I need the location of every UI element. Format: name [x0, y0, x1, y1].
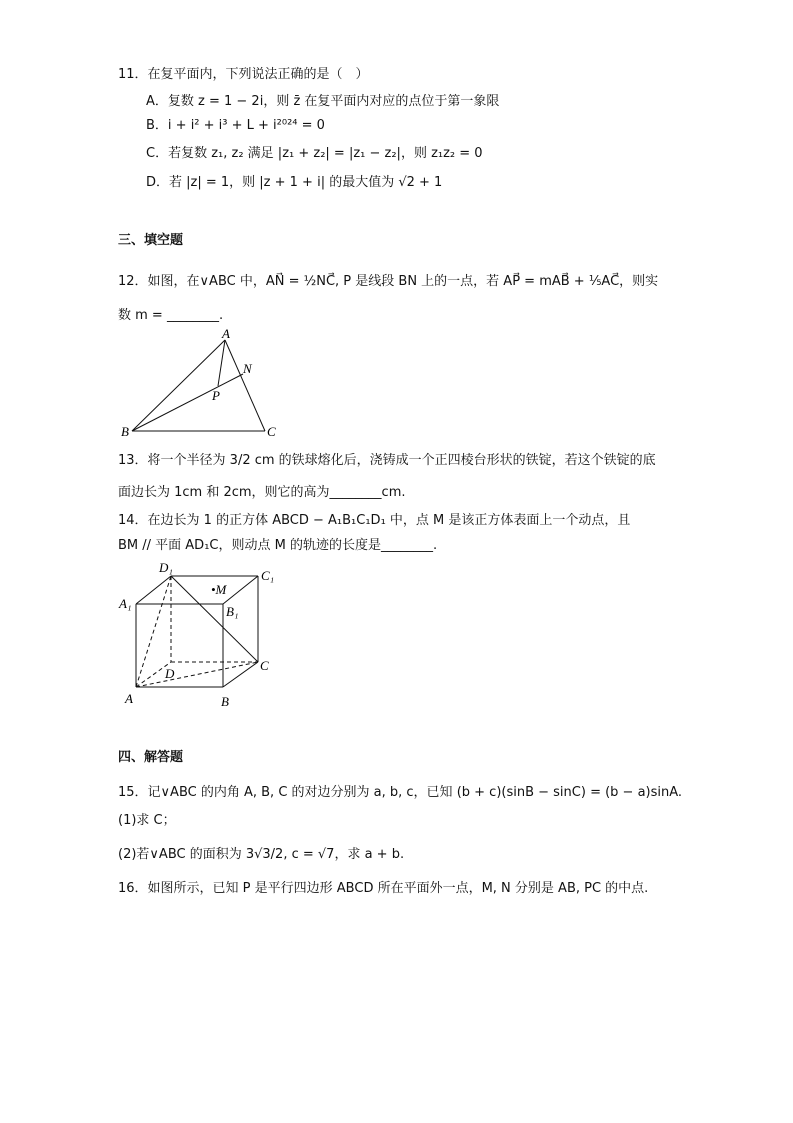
segment-ap [218, 340, 225, 386]
label-c: C [267, 424, 276, 439]
label-m: •M [211, 582, 227, 597]
label-p: P [212, 388, 220, 403]
triangle-figure [115, 328, 295, 440]
segment-bn [132, 374, 243, 431]
q13-line1: 13．将一个半径为 3/2 cm 的铁球熔化后，浇铸成一个正四棱台形状的铁锭，若这个铁锭的底 [118, 453, 656, 468]
label-n: N [243, 361, 252, 376]
label-b-cube: B [221, 694, 229, 709]
q14-line2: BM // 平面 AD₁C，则动点 M 的轨迹的长度是________. [118, 538, 438, 553]
section-fill-in-heading: 三、填空题 [118, 233, 184, 248]
q15-stem: 15．记∨ABC 的内角 A, B, C 的对边分别为 a, b, c，已知 (b + c)(sinB − sinC) = (b − a)sinA. [118, 785, 683, 800]
label-b1: B₁ [226, 604, 239, 619]
side-ab [132, 340, 225, 431]
q14-line1: 14．在边长为 1 的正方体 ABCD − A₁B₁C₁D₁ 中，点 M 是该正方体表面上一个动点，且 [118, 513, 631, 528]
q13-line2: 面边长为 1cm 和 2cm，则它的高为________cm. [118, 485, 406, 500]
cube-figure [115, 558, 285, 713]
q12-line2: 数 m = ________. [118, 308, 224, 323]
label-a-cube: A [125, 691, 133, 706]
q11-option-a: A．复数 z = 1 − 2i，则 z̄ 在复平面内对应的点位于第一象限 [146, 94, 500, 109]
label-a1: A₁ [119, 596, 132, 611]
label-c1: C₁ [261, 568, 275, 583]
section-answers-heading: 四、解答题 [118, 750, 184, 765]
q11-option-b: B．i + i² + i³ + L + i²⁰²⁴ = 0 [146, 118, 325, 133]
q11-option-d: D．若 |z| = 1，则 |z + 1 + i| 的最大值为 √2 + 1 [146, 175, 443, 190]
label-d1: D₁ [159, 560, 173, 575]
label-d: D [165, 666, 175, 681]
label-c-cube: C [260, 658, 269, 673]
side-ac [225, 340, 265, 431]
q16-stem: 16．如图所示，已知 P 是平行四边形 ABCD 所在平面外一点，M, N 分别是 AB, PC 的中点. [118, 881, 649, 896]
label-b: B [121, 424, 129, 439]
q15-part2: (2)若∨ABC 的面积为 3√3/2, c = √7，求 a + b. [118, 847, 405, 862]
q11-option-c: C．若复数 z₁, z₂ 满足 |z₁ + z₂| = |z₁ − z₂|，则 z₁z₂ = 0 [146, 146, 483, 161]
label-a: A [222, 328, 230, 341]
q11-stem: 11．在复平面内，下列说法正确的是（ ） [118, 67, 369, 82]
q12-line1: 12．如图，在∨ABC 中，AN⃗ = ½NC⃗, P 是线段 BN 上的一点，若 AP⃗ = mAB⃗ + ⅕AC⃗，则实 [118, 274, 659, 289]
q15-part1: (1)求 C； [118, 813, 176, 828]
